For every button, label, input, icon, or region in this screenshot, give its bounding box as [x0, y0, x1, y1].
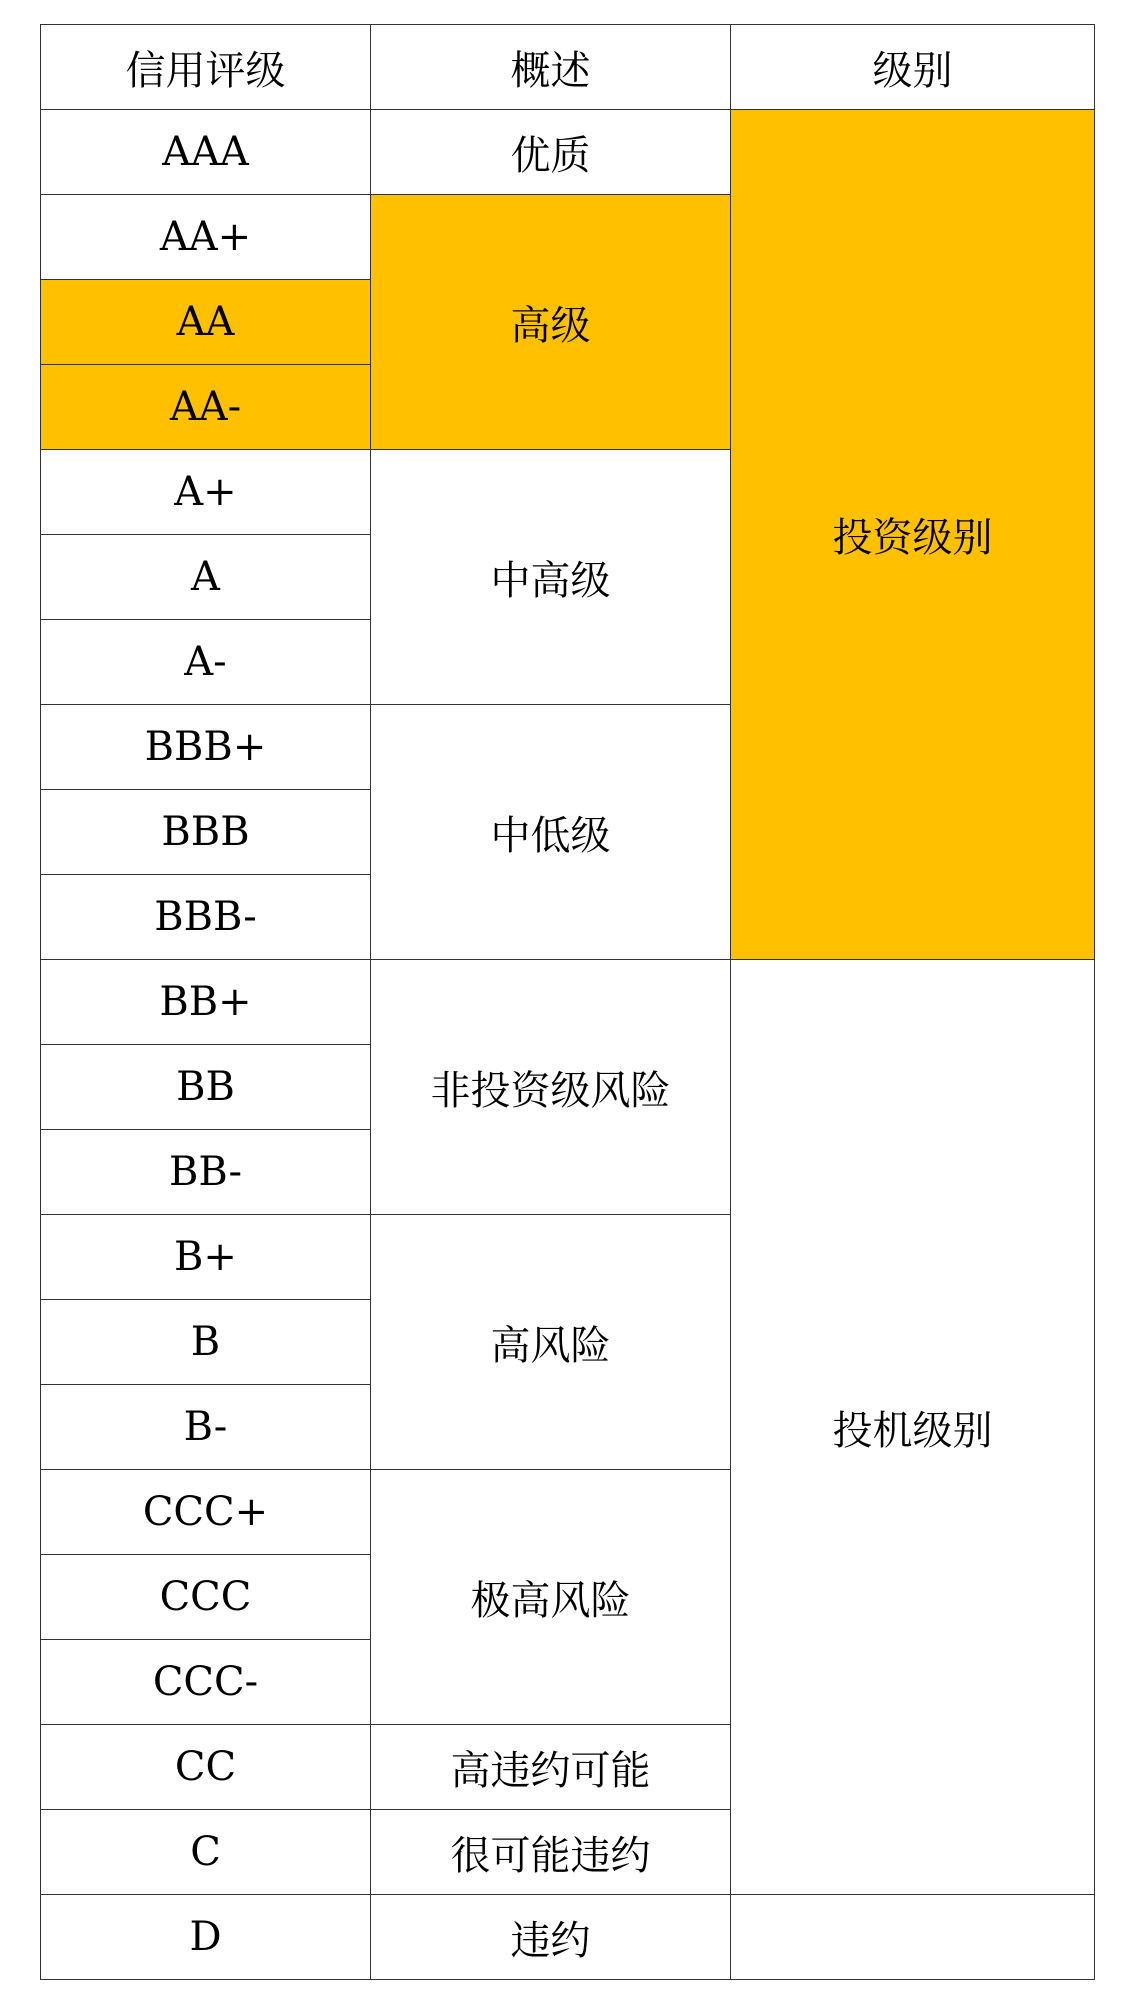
summary-cell: 中高级 [371, 450, 731, 705]
rating-cell: B+ [41, 1215, 371, 1300]
rating-cell: BB+ [41, 960, 371, 1045]
level-cell-speculative: 投机级别 [731, 960, 1095, 1895]
header-rating: 信用评级 [41, 25, 371, 110]
summary-cell: 非投资级风险 [371, 960, 731, 1215]
rating-cell: AA [41, 280, 371, 365]
rating-cell: AA- [41, 365, 371, 450]
rating-cell: D [41, 1895, 371, 1980]
summary-cell: 极高风险 [371, 1470, 731, 1725]
rating-cell: BBB+ [41, 705, 371, 790]
summary-cell: 优质 [371, 110, 731, 195]
summary-cell: 违约 [371, 1895, 731, 1980]
rating-cell: CCC [41, 1555, 371, 1640]
rating-cell: C [41, 1810, 371, 1895]
credit-rating-table [40, 24, 1095, 1980]
summary-cell: 高风险 [371, 1215, 731, 1470]
table-header-row [41, 25, 1095, 110]
header-summary: 概述 [371, 25, 731, 110]
rating-cell: AAA [41, 110, 371, 195]
rating-cell: BBB- [41, 875, 371, 960]
summary-cell: 很可能违约 [371, 1810, 731, 1895]
rating-cell: AA+ [41, 195, 371, 280]
rating-cell: CCC+ [41, 1470, 371, 1555]
rating-cell: BB [41, 1045, 371, 1130]
summary-cell: 高违约可能 [371, 1725, 731, 1810]
rating-cell: CCC- [41, 1640, 371, 1725]
level-cell-investment: 投资级别 [731, 110, 1095, 960]
table-row [41, 110, 1095, 195]
header-level: 级别 [731, 25, 1095, 110]
rating-cell: B- [41, 1385, 371, 1470]
summary-cell: 中低级 [371, 705, 731, 960]
rating-cell: BB- [41, 1130, 371, 1215]
level-cell-default [731, 1895, 1095, 1980]
rating-cell: A+ [41, 450, 371, 535]
summary-cell: 高级 [371, 195, 731, 450]
rating-cell: CC [41, 1725, 371, 1810]
rating-cell: B [41, 1300, 371, 1385]
table-row [41, 1895, 1095, 1980]
table-row [41, 960, 1095, 1045]
rating-cell: A- [41, 620, 371, 705]
rating-cell: BBB [41, 790, 371, 875]
rating-cell: A [41, 535, 371, 620]
